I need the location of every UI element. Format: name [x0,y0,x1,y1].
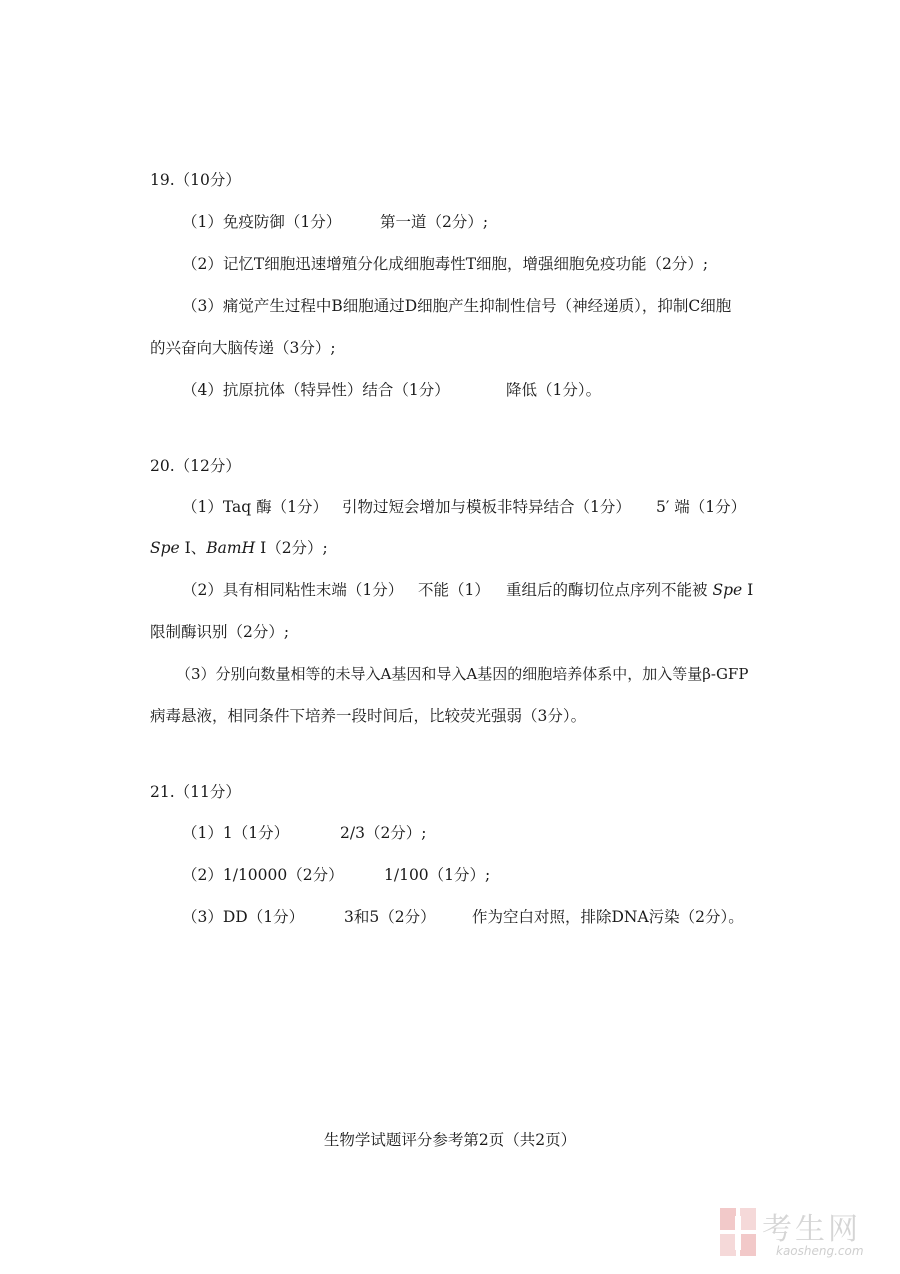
q19-answer-2: （2）记忆T细胞迅速增殖分化成细胞毒性T细胞，增强细胞免疫功能（2分）; [182,255,709,273]
q21-answer-1a: （1）1（1分） [182,824,290,842]
spe-enzyme-2: Spe [712,581,743,599]
watermark [718,1204,878,1264]
q21-answer-2b: 1/100（1分）; [384,866,491,884]
q19-header: 19.（10分） [150,171,241,189]
q21-answer-3a: （3）DD（1分） [182,908,305,926]
q20-answer-1c: 5′ 端（1分） [656,498,747,516]
q20-answer-2b: 不能（1） [418,581,490,599]
q21-answer-2a: （2）1/10000（2分） [182,866,344,884]
q20-answer-3a: （3）分别向数量相等的未导入A基因和导入A基因的细胞培养体系中，加入等量β-GFP [176,665,749,683]
q20-answer-3b: 病毒悬液，相同条件下培养一段时间后，比较荧光强弱（3分）。 [150,707,587,725]
q20-answer-2a: （2）具有相同粘性末端（1分） [182,581,404,599]
kaosheng-logo-icon [718,1206,758,1258]
q20-answer-1a: （1）Taq 酶（1分） [182,498,328,516]
enzyme-separator: I、 [179,539,207,557]
q20-answer-2c [506,580,753,600]
spe-enzyme-2-suffix: I [742,581,754,599]
enzyme-score: I（2分）; [255,539,328,557]
bamh-enzyme: BamH [206,539,256,557]
q19-answer-4a: （4）抗原抗体（特异性）结合（1分） [182,381,450,399]
q19-answer-4b: 降低（1分）。 [506,381,602,399]
q19-answer-3a: （3）痛觉产生过程中B细胞通过D细胞产生抑制性信号（神经递质），抑制C细胞 [182,297,732,315]
q19-answer-1b: 第一道（2分）; [380,213,489,231]
q20-answer-1d [150,538,328,558]
q19-answer-1a: （1）免疫防御（1分） [182,213,342,231]
q21-answer-1b: 2/3（2分）; [340,824,427,842]
q20-answer-2d: 限制酶识别（2分）; [150,623,290,641]
watermark-text: 考生网 [762,1212,861,1247]
q20-header: 20.（12分） [150,457,241,475]
page-footer: 生物学试题评分参考第2页（共2页） [323,1131,577,1149]
q20-answer-2c-text: 重组后的酶切位点序列不能被 [506,581,708,599]
q19-answer-3b: 的兴奋向大脑传递（3分）; [150,339,336,357]
spe-enzyme: Spe [150,539,180,557]
q21-answer-3c: 作为空白对照，排除DNA污染（2分）。 [472,908,744,926]
q21-header: 21.（11分） [150,783,241,801]
q20-answer-1b: 引物过短会增加与模板非特异结合（1分） [342,498,631,516]
q21-answer-3b: 3和5（2分） [344,908,436,926]
watermark-url: kaosheng.com [776,1244,864,1258]
